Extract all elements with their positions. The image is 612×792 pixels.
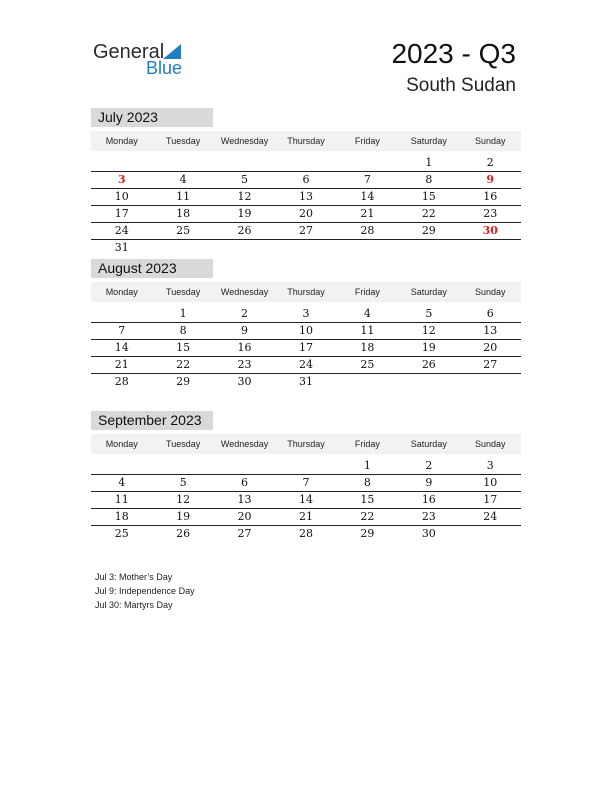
day-cell: 10: [483, 476, 498, 489]
weekday-header: [91, 434, 521, 454]
day-cell: [91, 155, 152, 171]
week-row: [91, 374, 521, 390]
day-cell: 30: [421, 527, 436, 540]
day-cell: 19: [176, 510, 191, 523]
day-cell: 3: [117, 173, 126, 186]
day-cell: 14: [114, 341, 129, 354]
month-label: August 2023: [91, 259, 213, 278]
country-name: South Sudan: [406, 75, 516, 96]
day-cell: 28: [360, 224, 375, 237]
day-cell: 3: [486, 459, 494, 472]
day-cell: 27: [237, 527, 252, 540]
month-label: July 2023: [91, 108, 213, 127]
day-cell: [337, 240, 398, 256]
day-cell: [398, 240, 459, 256]
day-cell: 9: [425, 476, 433, 489]
day-cell: 6: [302, 173, 310, 186]
week-row: [91, 189, 521, 206]
page-title: 2023 - Q3: [391, 38, 516, 69]
day-cell: 18: [114, 510, 129, 523]
week-row: [91, 172, 521, 189]
weekday-label: Wednesday: [220, 136, 269, 146]
day-cell: 4: [179, 173, 187, 186]
week-row: [91, 492, 521, 509]
day-cell: [337, 374, 398, 390]
weekday-label: Wednesday: [220, 287, 269, 297]
weekday-label: Thursday: [287, 287, 325, 297]
day-cell: [214, 155, 275, 171]
day-cell: 7: [302, 476, 310, 489]
day-cell: 2: [486, 156, 494, 169]
weekday-label: Monday: [105, 136, 138, 146]
week-row: [91, 509, 521, 526]
month-label: September 2023: [91, 411, 213, 430]
day-cell: 16: [237, 341, 252, 354]
day-cell: 13: [298, 190, 313, 203]
week-row: [91, 340, 521, 357]
day-cell: 9: [486, 173, 495, 186]
weekday-label: Friday: [354, 439, 380, 449]
day-cell: 18: [176, 207, 191, 220]
day-cell: 30: [237, 375, 252, 388]
day-cell: 11: [360, 324, 375, 337]
weekday-label: Tuesday: [166, 287, 201, 297]
day-cell: 6: [486, 307, 494, 320]
logo-triangle-icon: [163, 44, 181, 59]
day-cell: 7: [363, 173, 371, 186]
day-cell: 15: [360, 493, 375, 506]
day-cell: 25: [360, 358, 375, 371]
day-cell: 4: [118, 476, 126, 489]
day-cell: [214, 458, 275, 474]
day-cell: [275, 240, 336, 256]
day-cell: [152, 458, 213, 474]
day-cell: 1: [179, 307, 187, 320]
day-cell: [152, 155, 213, 171]
day-cell: 21: [360, 207, 375, 220]
day-cell: 15: [421, 190, 436, 203]
weekday-header: [91, 282, 521, 302]
day-cell: 9: [241, 324, 249, 337]
day-cell: 12: [176, 493, 191, 506]
day-cell: 15: [176, 341, 191, 354]
day-cell: 23: [237, 358, 252, 371]
day-cell: 26: [421, 358, 436, 371]
day-cell: 22: [176, 358, 191, 371]
month-august: [91, 259, 521, 390]
week-row: [91, 458, 521, 475]
day-cell: 8: [363, 476, 371, 489]
day-cell: 20: [237, 510, 252, 523]
day-cell: 26: [176, 527, 191, 540]
day-cell: [337, 155, 398, 171]
day-cell: 3: [302, 307, 310, 320]
day-cell: 12: [237, 190, 252, 203]
day-cell: 30: [482, 224, 498, 237]
logo-general-text: General: [93, 41, 165, 63]
day-cell: 10: [298, 324, 313, 337]
day-cell: [152, 240, 213, 256]
day-cell: 2: [425, 459, 433, 472]
day-cell: 28: [298, 527, 313, 540]
day-cell: 2: [241, 307, 249, 320]
day-cell: 27: [483, 358, 498, 371]
day-cell: [214, 240, 275, 256]
day-cell: 14: [360, 190, 375, 203]
weekday-label: Friday: [354, 287, 380, 297]
day-cell: 20: [298, 207, 313, 220]
day-cell: 4: [363, 307, 371, 320]
week-row: [91, 306, 521, 323]
day-cell: 23: [421, 510, 436, 523]
month-september: [91, 411, 521, 542]
week-row: [91, 206, 521, 223]
day-cell: 12: [421, 324, 436, 337]
weekday-label: Thursday: [287, 136, 325, 146]
day-cell: 14: [298, 493, 313, 506]
day-cell: 17: [298, 341, 313, 354]
day-cell: [275, 155, 336, 171]
day-cell: [91, 458, 152, 474]
weekday-label: Tuesday: [166, 439, 201, 449]
weekday-label: Saturday: [410, 287, 447, 297]
day-cell: 6: [241, 476, 249, 489]
day-cell: [460, 374, 521, 390]
weekday-label: Sunday: [474, 287, 506, 297]
weekday-label: Monday: [105, 439, 138, 449]
weekday-label: Friday: [354, 136, 380, 146]
day-cell: 17: [114, 207, 129, 220]
holiday-note: Jul 9: Independence Day: [95, 586, 195, 596]
day-cell: 20: [483, 341, 498, 354]
day-cell: 29: [176, 375, 191, 388]
day-cell: 22: [360, 510, 375, 523]
day-cell: [91, 306, 152, 322]
logo-blue-text: Blue: [146, 58, 183, 78]
weekday-label: Tuesday: [166, 136, 201, 146]
weekday-label: Sunday: [474, 439, 506, 449]
weekday-label: Saturday: [410, 136, 447, 146]
weekday-label: Saturday: [410, 439, 447, 449]
day-cell: 5: [241, 173, 249, 186]
day-cell: 1: [425, 156, 433, 169]
day-cell: 29: [421, 224, 436, 237]
day-cell: 26: [237, 224, 252, 237]
holiday-notes: [95, 570, 195, 612]
day-cell: 25: [176, 224, 191, 237]
day-cell: 29: [360, 527, 375, 540]
month-july: [91, 108, 521, 256]
day-cell: 10: [114, 190, 129, 203]
day-cell: 5: [425, 307, 433, 320]
day-cell: 5: [179, 476, 187, 489]
day-cell: 31: [114, 241, 129, 254]
weekday-label: Sunday: [474, 136, 506, 146]
day-cell: 22: [421, 207, 436, 220]
day-cell: 7: [118, 324, 126, 337]
day-cell: 24: [298, 358, 313, 371]
day-cell: 28: [114, 375, 129, 388]
day-cell: 1: [363, 459, 371, 472]
week-row: [91, 357, 521, 374]
day-cell: 25: [114, 527, 129, 540]
day-cell: 27: [298, 224, 313, 237]
holiday-note: Jul 3: Mother’s Day: [95, 572, 173, 582]
holiday-note: Jul 30: Martyrs Day: [95, 600, 173, 610]
day-cell: 8: [179, 324, 187, 337]
day-cell: 13: [483, 324, 498, 337]
day-cell: 8: [425, 173, 433, 186]
day-cell: 19: [421, 341, 436, 354]
day-cell: 24: [114, 224, 129, 237]
weekday-label: Monday: [105, 287, 138, 297]
weekday-label: Thursday: [287, 439, 325, 449]
week-row: [91, 475, 521, 492]
day-cell: [275, 458, 336, 474]
day-cell: 18: [360, 341, 375, 354]
day-cell: 11: [114, 493, 129, 506]
day-cell: 17: [483, 493, 498, 506]
day-cell: 19: [237, 207, 252, 220]
day-cell: 23: [483, 207, 498, 220]
day-cell: [460, 526, 521, 542]
weekday-header: [91, 131, 521, 151]
week-row: [91, 155, 521, 172]
day-cell: 21: [114, 358, 129, 371]
weekday-label: Wednesday: [220, 439, 269, 449]
day-cell: 13: [237, 493, 252, 506]
day-cell: 21: [298, 510, 313, 523]
day-cell: [398, 374, 459, 390]
day-cell: 16: [421, 493, 436, 506]
day-cell: 31: [298, 375, 313, 388]
week-row: [91, 323, 521, 340]
week-row: [91, 240, 521, 256]
day-cell: 16: [483, 190, 498, 203]
week-row: [91, 526, 521, 542]
day-cell: 11: [176, 190, 191, 203]
week-row: [91, 223, 521, 240]
day-cell: [460, 240, 521, 256]
day-cell: 24: [483, 510, 498, 523]
